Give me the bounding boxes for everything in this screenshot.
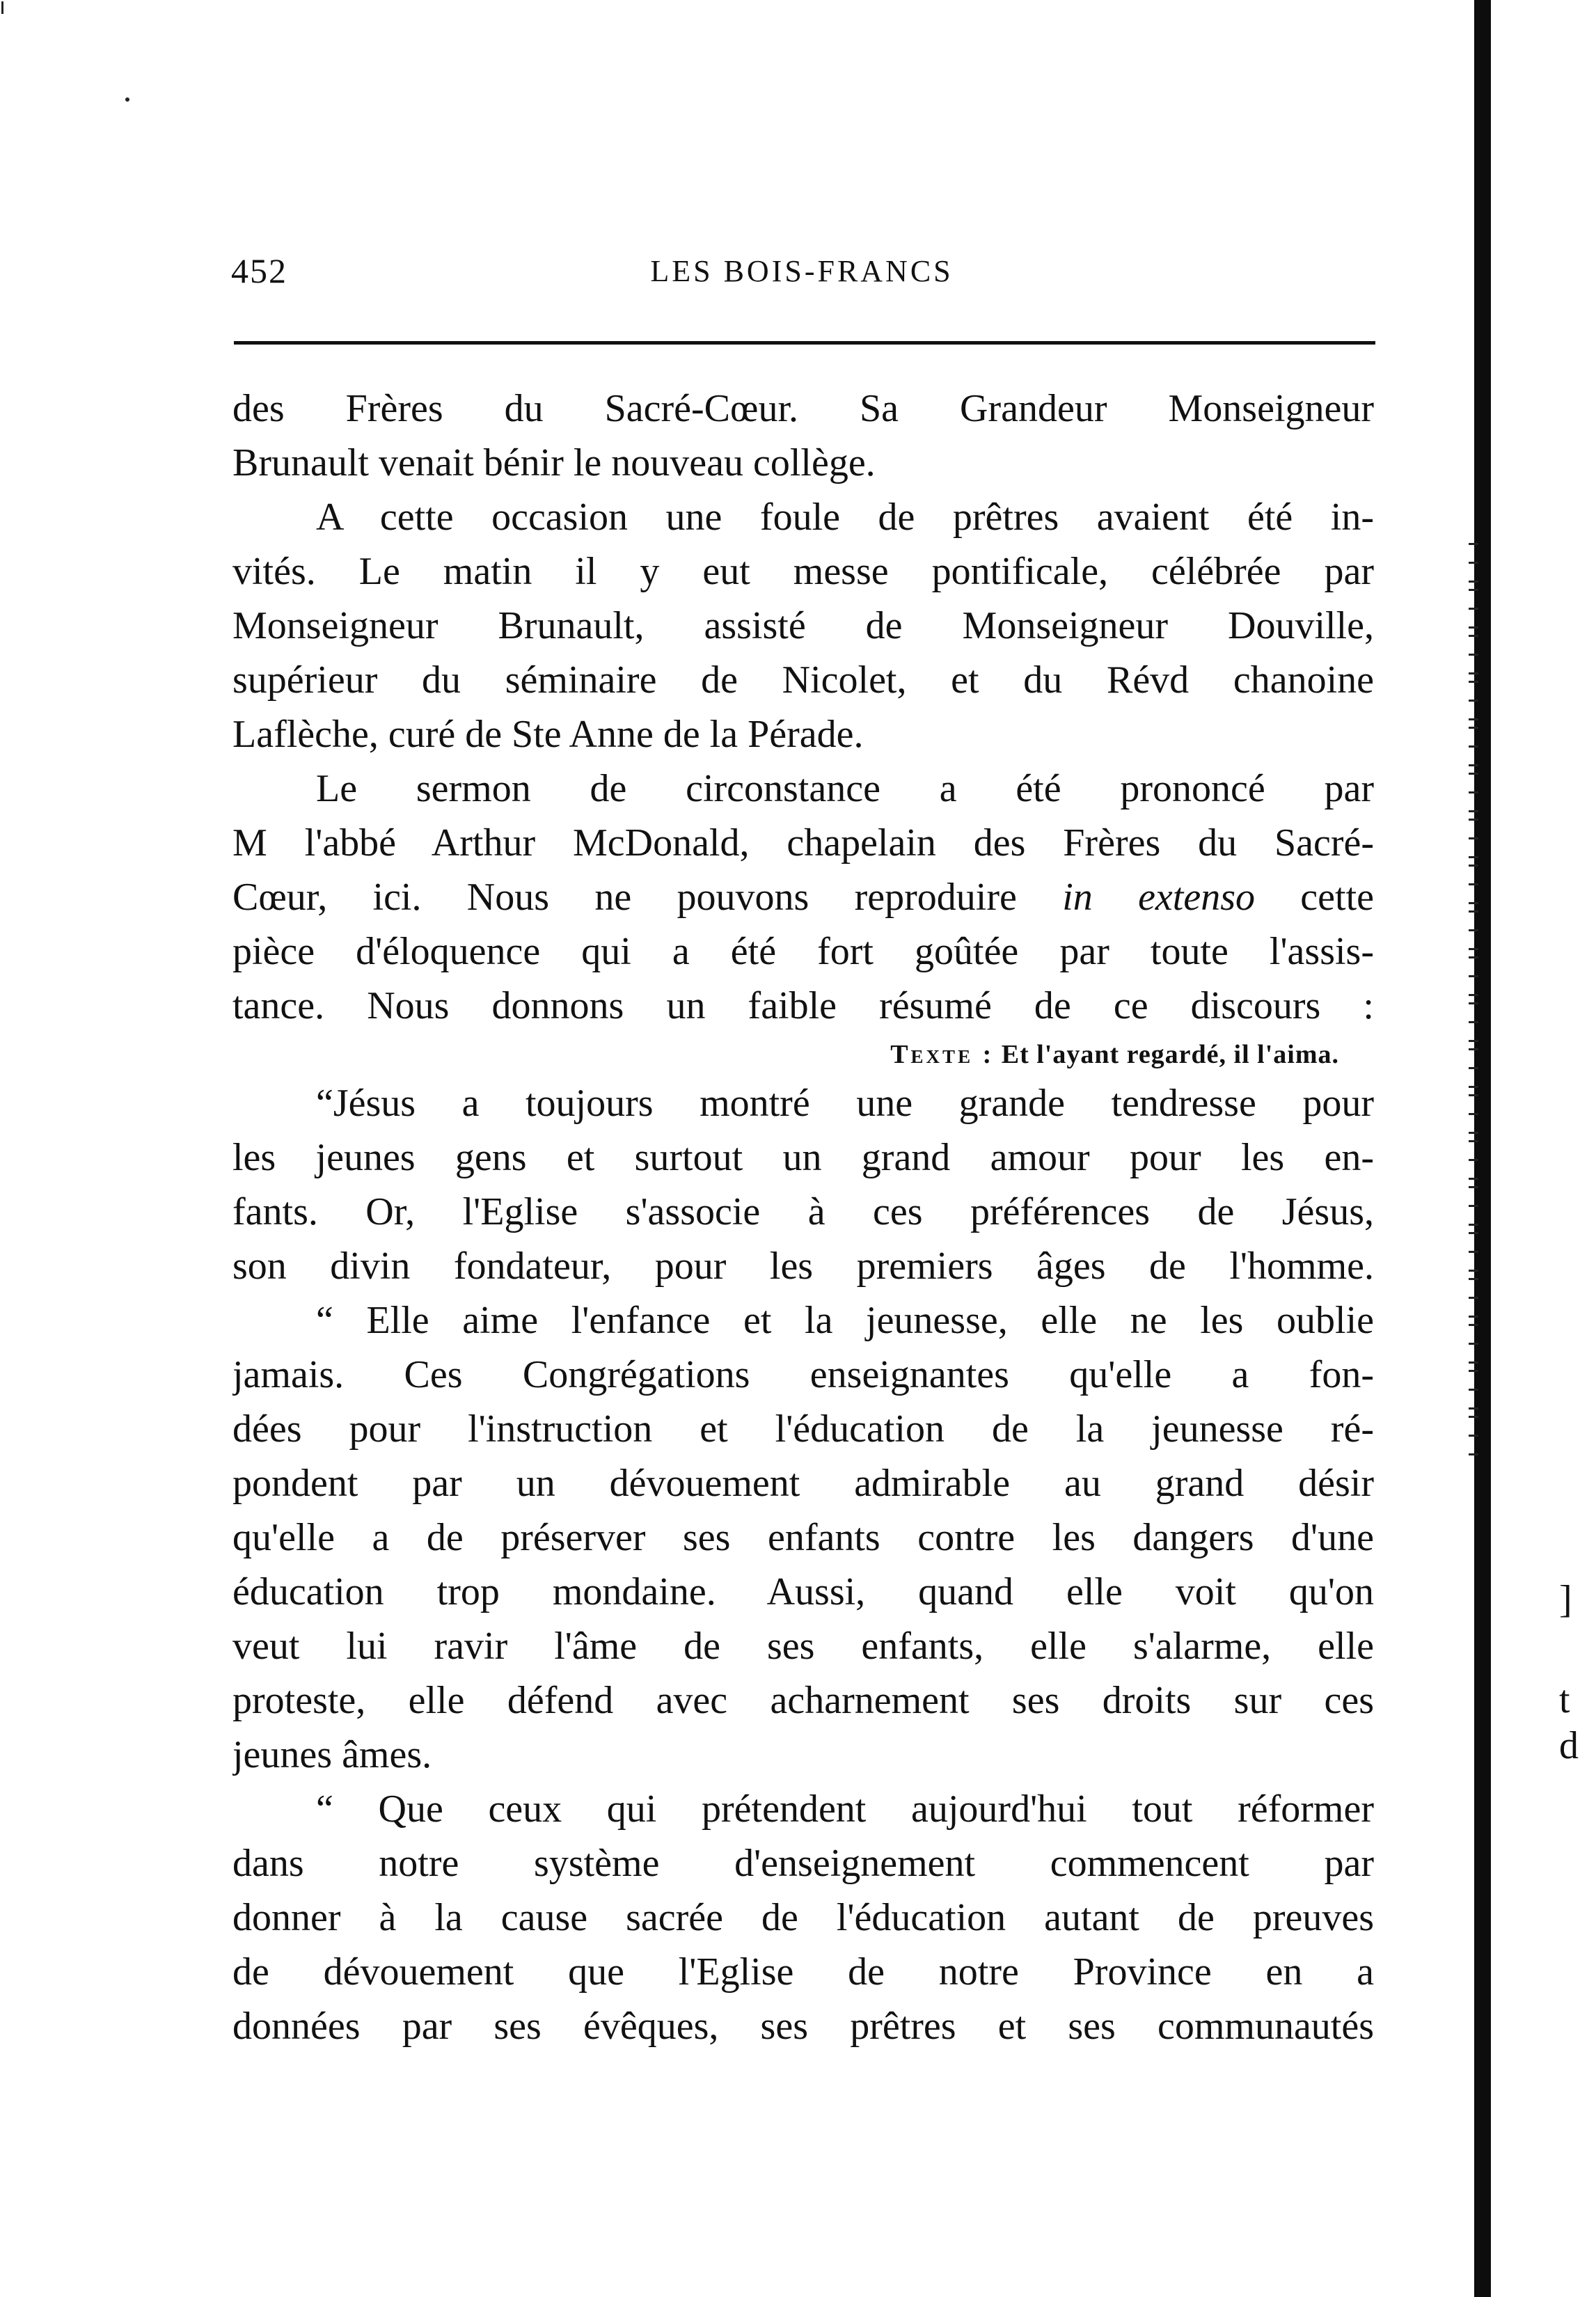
binding-edge-mark	[1469, 1251, 1478, 1253]
text-line: Monseigneur Brunault, assisté de Monseigneur Douville,	[232, 604, 1374, 647]
text-line: jeunes âmes.	[232, 1733, 432, 1776]
binding-edge-mark	[1469, 1132, 1478, 1134]
binding-edge-mark	[1469, 654, 1478, 656]
margin-letter: ]	[1559, 1578, 1572, 1621]
binding-edge-mark	[1469, 1178, 1478, 1180]
text-line: des Frères du Sacré-Cœur. Sa Grandeur Monseigneur	[232, 387, 1374, 430]
binding-edge-mark	[1469, 589, 1478, 591]
binding-edge-mark	[1469, 994, 1478, 996]
binding-edge-mark	[1469, 1040, 1478, 1042]
binding-edge-mark	[1469, 1407, 1478, 1410]
binding-edge-mark	[1469, 810, 1478, 812]
binding-edge-mark	[1469, 562, 1478, 564]
text-line: fants. Or, l'Eglise s'associe à ces préférences de Jésus,	[232, 1190, 1374, 1233]
binding-edge-mark	[1469, 626, 1478, 629]
binding-edge-mark	[1469, 1453, 1478, 1455]
binding-edge-mark	[1469, 975, 1478, 977]
binding-edge-mark	[1469, 837, 1478, 839]
binding-edge-mark	[1469, 672, 1478, 674]
binding-edge-mark	[1469, 1270, 1478, 1272]
text-line: M l'abbé Arthur McDonald, chapelain des Frères du Sacré-	[232, 821, 1374, 865]
binding-edge-mark	[1469, 700, 1478, 702]
running-title: LES BOIS-FRANCS	[650, 254, 954, 288]
epigraph-text: Et l'ayant regardé, il l'aima.	[1001, 1040, 1339, 1069]
binding-edge-mark	[1469, 902, 1478, 904]
text-line: données par ses évêques, ses prêtres et ses communautés	[232, 2005, 1374, 2048]
text-line: donner à la cause sacrée de l'éducation autant de preuves	[232, 1896, 1374, 1939]
binding-edge-mark	[1469, 1094, 1478, 1096]
text-line: son divin fondateur, pour les premiers âges de l'homme.	[232, 1245, 1374, 1288]
text-line: dans notre système d'enseignement commencent par	[232, 1842, 1374, 1885]
dust-speck	[125, 97, 129, 102]
binding-edge-mark	[1469, 718, 1478, 720]
binding-edge-mark	[1469, 635, 1478, 637]
binding-edge-mark	[1469, 543, 1478, 545]
binding-edge-mark	[1469, 1186, 1478, 1188]
binding-edge-mark	[1469, 1278, 1478, 1280]
binding-edge-mark	[1469, 1205, 1478, 1207]
binding-edge-mark	[1469, 865, 1478, 867]
epigraph-label: Texte :	[890, 1040, 995, 1069]
margin-letter: t	[1559, 1678, 1570, 1721]
text-line: proteste, elle défend avec acharnement ses droits sur ces	[232, 1679, 1374, 1722]
binding-edge-mark	[1469, 581, 1478, 583]
text-line: A cette occasion une foule de prêtres avaient été in-	[316, 496, 1374, 539]
margin-letter: d	[1559, 1724, 1579, 1767]
text-line: “ Que ceux qui prétendent aujourd'hui tout réformer	[316, 1787, 1374, 1831]
binding-edge-mark	[1469, 1370, 1478, 1372]
italic-phrase: in extenso	[1062, 876, 1255, 919]
binding-edge-mark	[1469, 1316, 1478, 1318]
page-binding-edge	[1474, 0, 1491, 2297]
binding-edge-mark	[1469, 1224, 1478, 1226]
text-line: de dévouement que l'Eglise de notre Province en a	[232, 1950, 1374, 1994]
binding-edge-mark	[1469, 856, 1478, 858]
text-line: Laflèche, curé de Ste Anne de la Pérade.	[232, 713, 864, 756]
text-line: supérieur du séminaire de Nicolet, et du Révd chanoine	[232, 658, 1374, 702]
text-line: “Jésus a toujours montré une grande tendresse pour	[316, 1082, 1374, 1125]
binding-edge-mark	[1469, 1232, 1478, 1234]
binding-edge-mark	[1469, 681, 1478, 683]
binding-edge-mark	[1469, 948, 1478, 950]
text-line: Brunault venait bénir le nouveau collège.	[232, 441, 876, 484]
text-line: Le sermon de circonstance a été prononcé par	[316, 767, 1374, 810]
text-line: vités. Le matin il y eut messe pontificale, célébrée par	[232, 550, 1374, 593]
binding-edge-mark	[1469, 1389, 1478, 1391]
binding-edge-mark	[1469, 1435, 1478, 1437]
text-run: Cœur, ici. Nous ne pouvons reproduire	[232, 876, 1063, 919]
binding-edge-mark	[1469, 791, 1478, 794]
text-line: les jeunes gens et surtout un grand amour pour les en-	[232, 1136, 1374, 1179]
text-run: cette	[1254, 876, 1374, 919]
text-line: tance. Nous donnons un faible résumé de ce discours :	[232, 984, 1374, 1027]
header-rule	[234, 341, 1375, 345]
page-header	[231, 251, 1373, 306]
page-number: 452	[231, 251, 287, 290]
binding-edge-mark	[1469, 773, 1478, 775]
binding-edge-mark	[1469, 1361, 1478, 1364]
binding-edge-mark	[1469, 1159, 1478, 1161]
binding-edge-mark	[1469, 883, 1478, 885]
binding-edge-mark	[1469, 764, 1478, 766]
binding-edge-mark	[1469, 608, 1478, 610]
text-line: “ Elle aime l'enfance et la jeunesse, elle ne les oublie	[316, 1299, 1374, 1342]
text-line: dées pour l'instruction et l'éducation de la jeunesse ré-	[232, 1407, 1374, 1451]
binding-edge-mark	[1469, 1297, 1478, 1299]
text-line: pièce d'éloquence qui a été fort goûtée par toute l'assis-	[232, 930, 1374, 973]
dust-speck	[1, 1, 3, 14]
binding-edge-mark	[1469, 1048, 1478, 1050]
binding-edge-mark	[1469, 745, 1478, 748]
binding-edge-mark	[1469, 1086, 1478, 1088]
binding-edge-mark	[1469, 1113, 1478, 1115]
binding-edge-mark	[1469, 1021, 1478, 1023]
binding-edge-mark	[1469, 727, 1478, 729]
epigraph	[232, 1033, 1374, 1076]
binding-edge-mark	[1469, 910, 1478, 913]
text-line: pondent par un dévouement admirable au grand désir	[232, 1462, 1374, 1505]
binding-edge-mark	[1469, 1140, 1478, 1142]
binding-edge-mark	[1469, 929, 1478, 931]
text-line: jamais. Ces Congrégations enseignantes qu'elle a fon-	[232, 1353, 1374, 1396]
body-text	[232, 381, 1374, 2053]
text-line: éducation trop mondaine. Aussi, quand elle voit qu'on	[232, 1570, 1374, 1613]
text-line: veut lui ravir l'âme de ses enfants, elle s'alarme, elle	[232, 1625, 1374, 1668]
binding-edge-mark	[1469, 956, 1478, 958]
text-line: qu'elle a de préserver ses enfants contre les dangers d'une	[232, 1516, 1374, 1559]
binding-edge-mark	[1469, 1067, 1478, 1069]
binding-edge-mark	[1469, 1343, 1478, 1345]
binding-edge-mark	[1469, 1002, 1478, 1004]
text-line	[232, 870, 1374, 924]
binding-edge-mark	[1469, 819, 1478, 821]
binding-edge-mark	[1469, 1324, 1478, 1326]
binding-edge-mark	[1469, 1416, 1478, 1418]
